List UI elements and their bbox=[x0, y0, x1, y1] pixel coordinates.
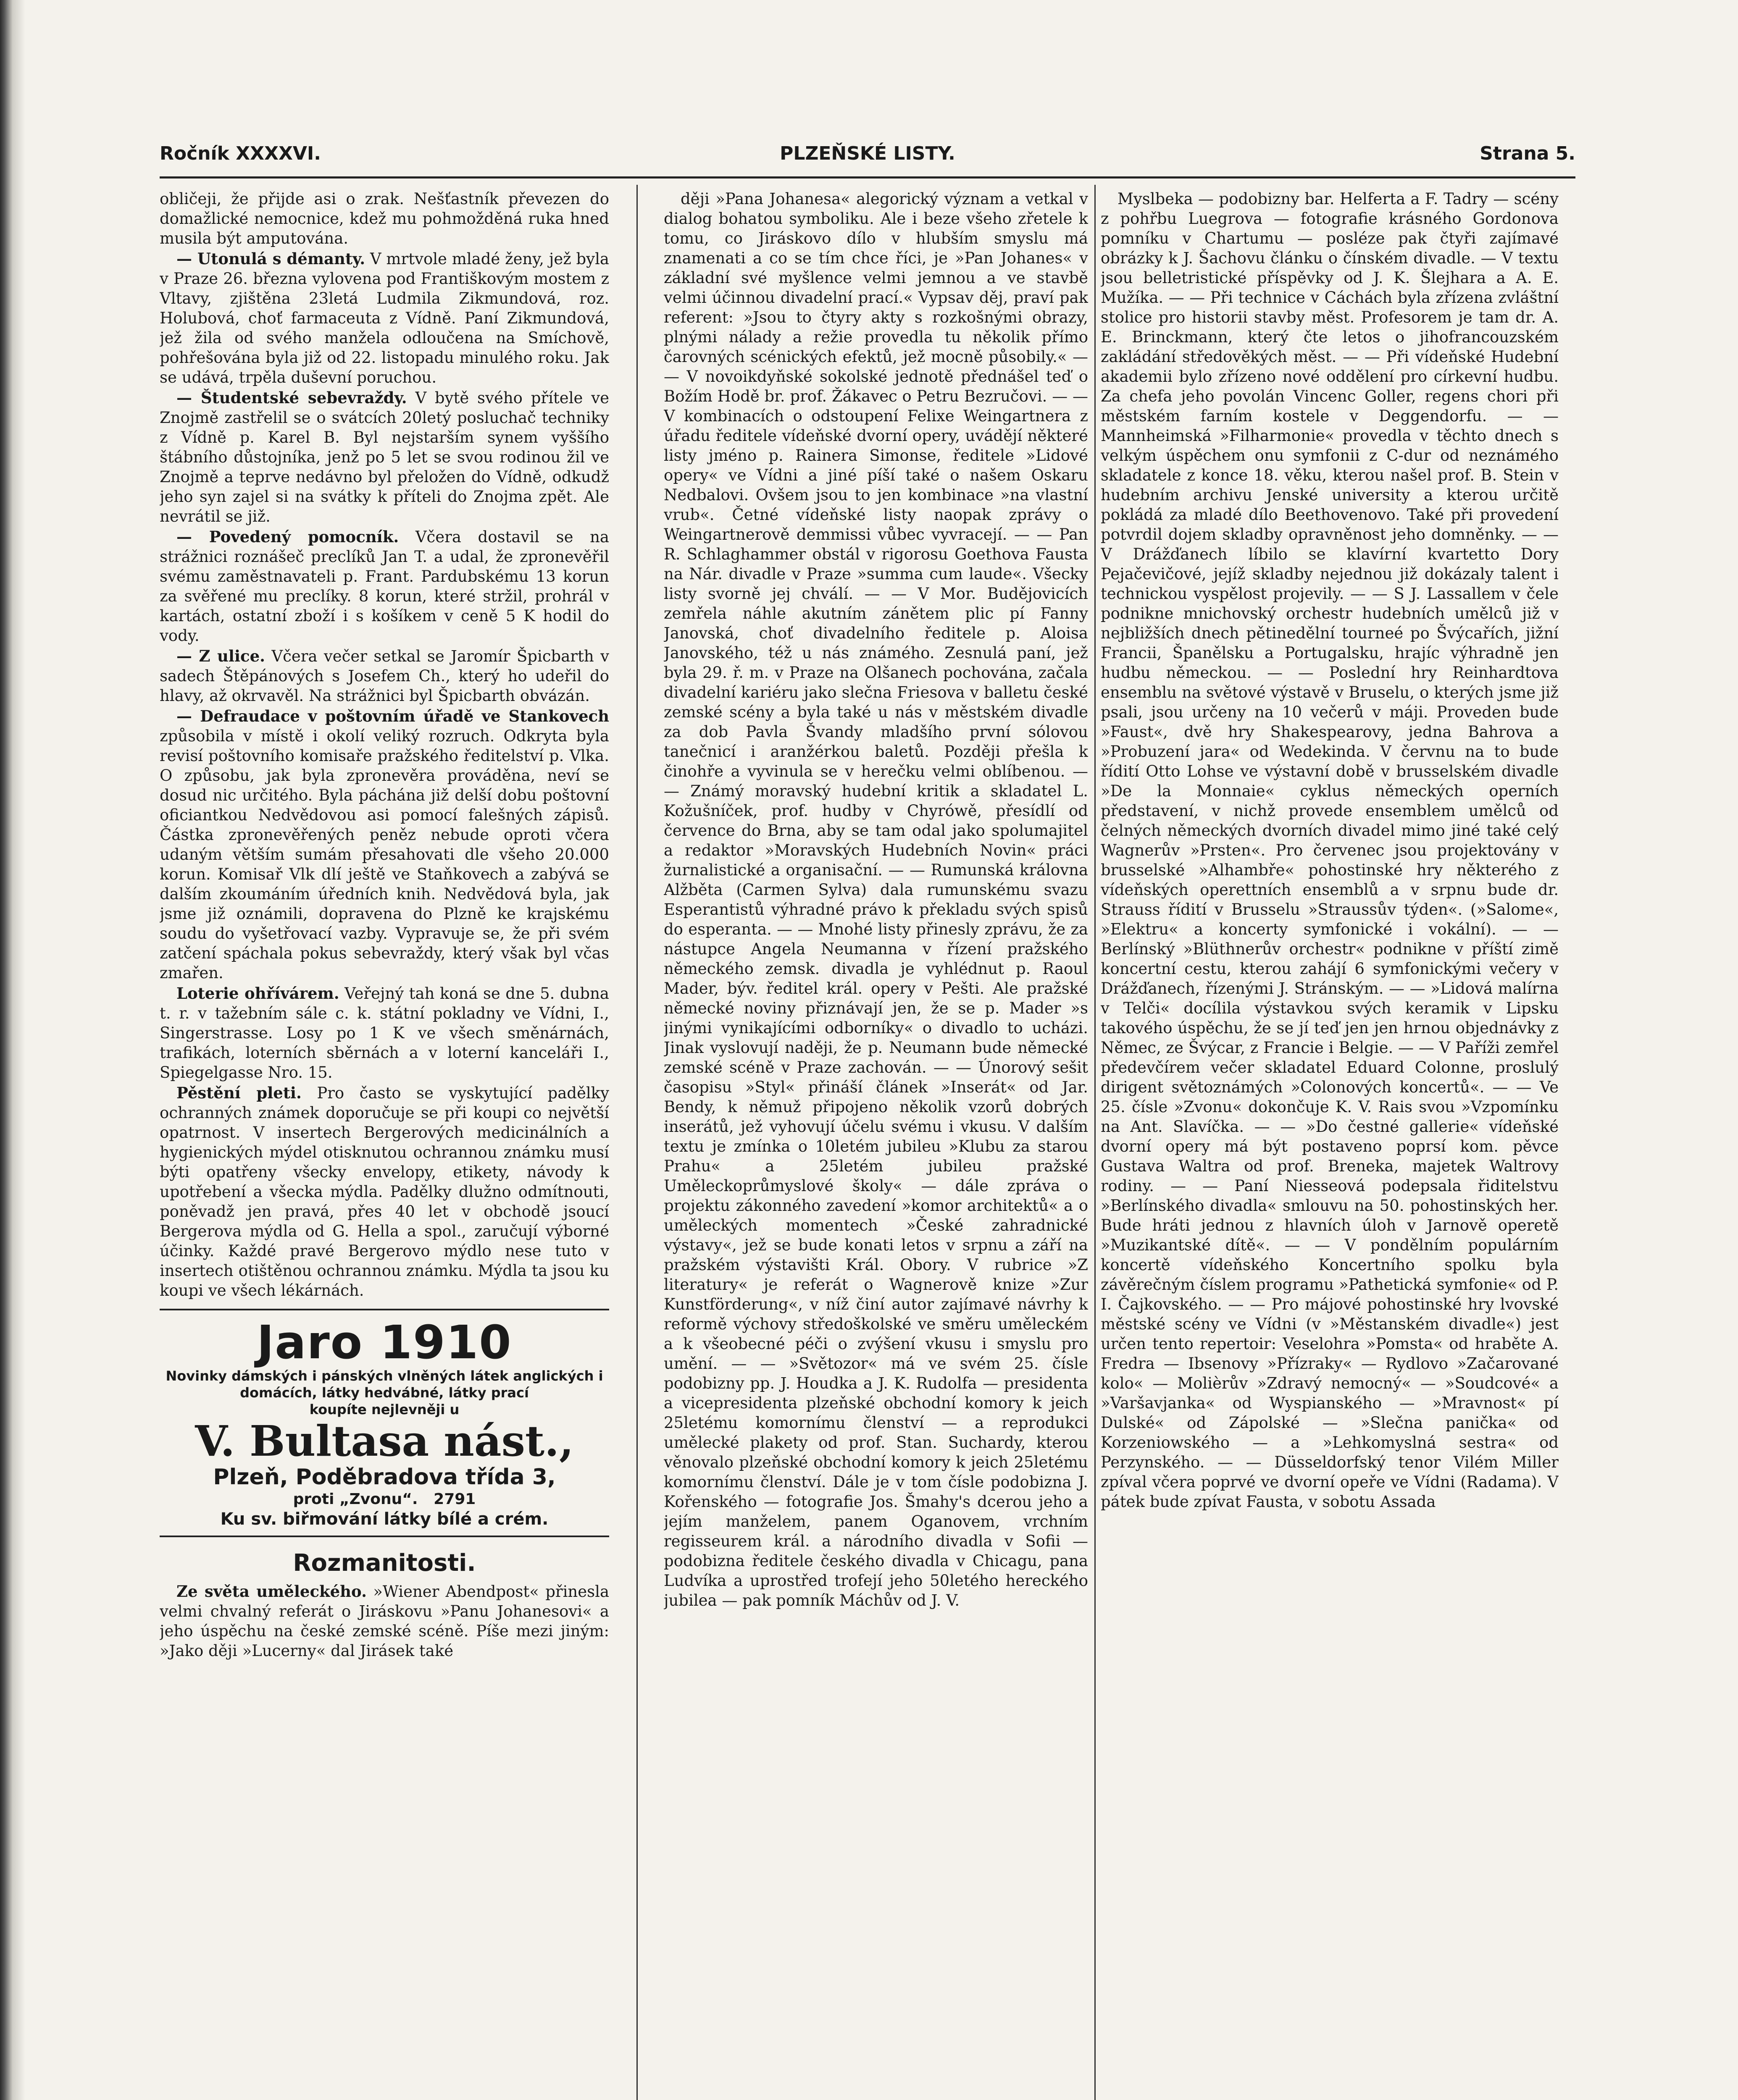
article-paragraph bbox=[160, 706, 609, 983]
ad-address-note bbox=[160, 1490, 609, 1509]
page-header bbox=[160, 143, 1575, 172]
article-paragraph bbox=[664, 189, 1088, 1610]
news-items bbox=[664, 189, 1088, 1610]
article-paragraph bbox=[160, 1582, 609, 1661]
article-text: Včera dostavil se na strážnici roznášeč preclíků Jan T. a udal, že zpronevěřil svému zaměstnavateli p. Frant. Pardubskému 13 korun za svěřené mu preclíky. 8 korun, které stržil, prohrál v kartách, ostatní zboží i s košíkem v ceně 5 K hodil do vody. bbox=[160, 528, 609, 645]
article-text: způsobila v místě i okolí veliký rozruch. Odkryta byla revisí poštovního komisaře pražského ředitelství p. Vlka. O způsobu, jak byla zpronevěra prováděna, neví se dosud nic určitého. Byla páchána již delší dobu poštovní oficiantkou Nedvědovou asi pomocí falešných zápisů. Částka zpronevěřených peněz nebude oproti včera udaným větším sumám přesahovati dle všeho 20.000 korun. Komisař Vlk dlí ještě ve Staňkovech a zabývá se dalším zkoumáním úředních knih. Nedvědová byla, jak jsme již oznámili, dopravena do Plzně ke krajskému soudu do vyšetřovací vazby. Vypravuje se, že při svém zatčení spáchala pokus sebevraždy, který však byl včas zmařen. bbox=[160, 727, 609, 982]
article-title: — Z ulice. bbox=[176, 647, 265, 665]
article-text: Včera večer setkal se Jaromír Špicbarth v sadech Štěpánových s Josefem Ch., který ho udeřil do hlavy, až okrvavěl. Na strážnici byl Špicbarth obvázán. bbox=[160, 647, 609, 705]
column-divider bbox=[1094, 185, 1096, 2100]
article-paragraph bbox=[160, 388, 609, 526]
ad-merchant-name: V. Bultasa nást., bbox=[195, 1416, 574, 1466]
section-title: Rozmanitosti. bbox=[293, 1549, 476, 1577]
article-title: — Študentské sebevraždy. bbox=[176, 388, 407, 407]
header-rule bbox=[160, 176, 1575, 178]
ad-text: koupíte nejlevněji u bbox=[309, 1402, 460, 1418]
article-title: — Povedený pomocník. bbox=[176, 528, 399, 546]
article-text: obličeji, že přijde asi o zrak. Nešťastník převezen do domažlické nemocnice, kdež mu pohmožděná ruka hned musila být amputována. bbox=[160, 190, 609, 247]
ad-code: 2791 bbox=[434, 1491, 476, 1508]
column-divider bbox=[636, 185, 638, 2100]
news-items bbox=[1101, 189, 1559, 1512]
page-number: Strana 5. bbox=[1480, 143, 1575, 164]
article-title: — Utonulá s démanty. bbox=[176, 249, 365, 268]
article-paragraph bbox=[1101, 189, 1559, 1512]
column-left bbox=[160, 189, 609, 2100]
ad-landmark: proti „Zvonu“. bbox=[293, 1491, 418, 1508]
article-paragraph bbox=[160, 249, 609, 387]
article-paragraph bbox=[160, 984, 609, 1082]
article-text: »Wiener Abendpost« přinesla velmi chvalný referát o Jiráskovu »Panu Johanesovi« a jeho úspěchu na české zemské scéně. Píše mezi jiným: »Jako ději »Lucerny« dal Jirásek také bbox=[160, 1583, 609, 1660]
ad-address: Plzeň, Poděbradova třída 3, bbox=[213, 1465, 556, 1490]
article-title: Loterie ohřívárem. bbox=[176, 984, 339, 1003]
newspaper-title: PLZEŇSKÉ LISTY. bbox=[780, 143, 955, 164]
article-text: ději »Pana Johanesa« alegorický význam a vetkal v dialog bohatou symboliku. Ale i beze všeho zřetele k tomu, co Jiráskovo dílo v hlubším smyslu má znamenati a co se tím chce říci, je »Pan Johanes« v základní své myšlence velmi jemnou a ve stavbě velmi účinnou divadelní prací.« Vypsav děj, praví pak referent: »Jsou to čtyry akty s rozkošnými obrazy, plnými nálady a režie provedla tu několik přímo čarovných scénických efektů, jež mocně působily.« — — V novoikdyňské sokolské jednotě přednášel teď o Božím Hodě br. prof. Žákavec o Petru Bezručovi. — — V kombinacích o odstoupení Felixe Weingartnera z úřadu ředitele vídeňské dvorní opery, uvádějí některé listy jméno p. Rainera Simonse, ředitele »Lidové opery« ve Vídni a jiné píší také o našem Oskaru Nedbalovi. Ovšem jsou to jen kombinace »na vlastní vrub«. Četné vídeňské listy naopak zprávy o Weingartnerově demmissi vůbec vyvracejí. — — Pan R. Schlaghammer obstál v rigorosu Goethova Fausta na Nár. divadle v Praze »summa cum laude«. Všecky listy svorně jej chválí. — — V Mor. Budějovicích zemřela náhle akutním zánětem plic pí Fanny Janovská, choť divadelního ředitele p. Aloisa Janovského, též u nás známého. Zesnulá paní, jež byla 29. ř. m. v Praze na Olšanech pochována, začala divadelní kariéru jako slečna Friesova v balletu české zemské scény a byla také u nás v městském divadle za dob Pavla Švandy mladšího první sólovou tanečnicí i aranžérkou baletů. Později přešla k činohře a vyvinula se v herečku velmi oblíbenou. — — Známý moravský hudební kritik a skladatel L. Kožušníček, prof. hudby v Chyrówě, přesídlí od července do Brna, aby se tam odal jako spolumajitel a redaktor »Moravských Hudebních Novin« práci žurnalistické a organisační. — — Rumunská královna Alžběta (Carmen Sylva) dala rumunskému svazu Esperantistů výhradné právo k překladu svých spisů do esperanta. — — Mnohé listy přinesly zprávu, že za nástupce Angela Neumanna v řízení pražského německého zemsk. divadla je vyhlédnut p. Raoul Mader, býv. ředitel král. opery v Pešti. Ale pražské německé noviny přiznávají jen, že se p. Mader »s jinými vynikajícími odborníky« o divadlo to ucházi. Jinak vyslovují naději, že p. Neumann bude německé zemské scéně v Praze zachován. — — Únorový sešit časopisu »Styl« přináší článek »Inserát« od Jar. Bendy, k němuž připojeno několik vzorů dobrých inserátů, jež vyhovují účelu svému i vkusu. V dalším textu je zmínka o 10letém jubileu »Klubu za starou Prahu« a 25letém jubileu pražské Uměleckoprůmyslové školy« — dále zpráva o projektu zákonného zavedení »komor architektů« a o uměleckých momentech »České zahradnické výstavy«, jež se bude konati letos v srpnu a září na pražském výstavišti Král. Obory. V rubrice »Z literatury« je referát o Wagnerově knize »Zur Kunstförderung«, v níž činí autor zajímavé návrhy k reformě výchovy středoškolské ve směru uměleckém a k všeobecné péči o zvýšení vkusu i smyslu pro umění. — — »Světozor« má ve svém 25. čísle podobizny pp. J. Houdka a J. K. Rudolfa — presidenta a vicepresidenta plzeňské obchodní komory k jeich 25letému komornímu členství — a reprodukci umělecké plakety od prof. Stan. Suchardy, kterou věnovalo plzeňské obchodní komory k jeich 25letému komornímu členství. Dále je v tom čísle podobizna J. Kořenského — fotografie Jos. Šmahy's dcerou jeho a jejím manželem, panem Oganovem, vrchním regisseurem král. a národního divadla v Sofii — podobizna ředitele českého divadla v Chicagu, pana Ludvíka a uprostřed trofejí jeho 50letého hereckého jubilea — pak pomník Máchův od J. V. bbox=[664, 190, 1088, 1609]
volume-label: Ročník XXXXVI. bbox=[160, 143, 321, 164]
article-text: Pro často se vyskytující padělky ochranných známek doporučuje se při koupi co největší opatrnost. V insertech Bergerových medicinálních a hygienických mýdel otisknutou ochrannou známku musí býti opatřeny všecky envelopy, etikety, návody k upotřebení a všecka mýdla. Padělky dlužno odmítnouti, poněvadž jen pravá, přes 40 let v obchodě jsoucí Bergerova mýdla od G. Hella a spol., zaručují výborné účinky. Každé pravé Bergerovo mýdlo nese tuto v insertech otištěnou ochrannou známku. Mýdla ta jsou ku koupi ve všech lékárnách. bbox=[160, 1084, 609, 1299]
article-paragraph bbox=[160, 646, 609, 706]
ad-headline: Jaro 1910 bbox=[257, 1315, 512, 1369]
news-items bbox=[160, 1582, 609, 1661]
column-middle bbox=[664, 189, 1088, 2100]
article-title: — Defraudace v poštovním úřadě ve Stankovech bbox=[176, 707, 609, 725]
news-items bbox=[160, 189, 609, 1300]
article-title: Pěstění pleti. bbox=[176, 1084, 302, 1102]
article-paragraph bbox=[160, 1083, 609, 1300]
article-text: V bytě svého přítele ve Znojmě zastřelil se o svátcích 20letý posluchač techniky z Vídně p. Karel B. Byl nejstarším synem vyššího štábního důstojníka, jenž po 5 let se svou rodinou žil ve Znojmě a teprve nedávno byl přeložen do Vídně, odkudž jeho syn zajel si na svátky k příteli do Znojma zpět. Ale nevrátil se již. bbox=[160, 389, 609, 525]
article-text: Myslbeka — podobizny bar. Helferta a F. Tadry — scény z pohřbu Luegrova — fotografie krásného Gordonova pomníku v Chartumu — posléze pak čtyři zajímavé obrázky k J. Šachovu článku o čínském divadle. — V textu jsou belletristické příspěvky od J. K. Šlejhara a A. E. Mužíka. — — Při technice v Cáchách byla zřízena zvláštní stolice pro historii stavby měst. Profesorem je tam dr. A. E. Brinckmann, který čte letos o jihofrancouzském zakládání středověkých měst. — — Při vídeňské Hudební akademii bylo zřízeno nové oddělení pro církevní hudbu. Za chefa jeho povolán Vincenc Goller, regens chori při městském farním kostele v Deggendorfu. — — Mannheimská »Filharmonie« provedla v těchto dnech s velkým úspěchem onu symfonii z C-dur od neznámého skladatele z konce 18. věku, kterou našel prof. B. Stein v hudebním archivu Jenské university a kterou určitě pokládá za mladé dílo Beethovenovo. Také při provedení potvrdil dojem skladby opravněnost jeho domněnky. — — V Drážďanech líbilo se klavírní kvartetto Dory Pejačevičové, jejíž skladby nejednou již dokázaly talent i technickou vyspělost projevily. — — S J. Lassallem v čele podnikne mnichovský orchestr hudebních umělců již v nejbližších dnech pětinedělní tourneé po Švýcařích, jižní Francii, Španělsku a Portugalsku, hrajíc výhradně jen hudbu německou. — — Poslední hry Reinhardtova ensemblu na světové výstavě v Bruselu, o kterých jsme již psali, jsou určeny na 10 večerů v máji. Proveden bude »Faust«, dvě hry Shakespearovy, jedna Bahrova a »Probuzení jara« od Wedekinda. V červnu na to bude řídití Otto Lohse ve výstavní době v brusselském divadle »De la Monnaie« cyklus německých operních představení, v nichž provede ensemblem umělců od čelných německých dvorních divadel mimo jiné také celý Wagnerův »Prsten«. Pro červenec jsou projektovány v brusselské »Alhambře« pohostinské hry některého z vídeňských operettních ensemblů a v srpnu bude dr. Strauss řídití v Brusselu »Straussův týden«. (»Salome«, »Elektru« a koncerty symfonické i vokální). — — Berlínský »Blüthnerův orchestr« podnikne v příští zimě koncertní cestu, kterou zahájí 6 symfonickými večery v Drážďanech, řízenými J. Stránským. — — »Lidová malírna v Telči« docílila výstavkou svých keramik v Lipsku takového úspěchu, že se jí teď jen jen hrnou objednávky z Němec, ze Švýcar, z Francie i Belgie. — — V Paříži zemřel předevčírem večer skladatel Eduard Colonne, proslulý dirigent světoznámých »Colonových koncertů«. — — Ve 25. čísle »Zvonu« dokončuje K. V. Rais svou »Vzpomínku na Ant. Slavíčka. — — »Do čestné gallerie« vídeňské dvorní opery má být postaveno poprsí kom. pěvce Gustava Waltra od prof. Breneka, majetek Waltrovy rodiny. — — Paní Niesseová podepsala řiditelstvu »Berlínského divadla« smlouvu na 50. pohostinských her. Bude hráti jednou z hlavních úloh v Jarnově operetě »Muzikantské dítě«. — — V pondělním populárním koncertě vídeňského Koncertního spolku byla závěrečným číslem programu »Pathetická symfonie« od P. I. Čajkovského. — — Pro májové pohostinské hry lvovské městské scény ve Vídni (v »Městanském divadle«) jest určen tento repertoir: Veselohra »Pomsta« od hraběte A. Fredra — Ibsenovy »Přízraky« — Rydlovo »Začarované kolo« — Molièrův »Zdravý nemocný« — »Soudcové« a »Varšavjanka« od Wyspianského — »Mravnost« pí Dulské« od Zápolské — »Slečna panička« od Korzeniowského — a »Lehkomyslná sestra« od Perzynského. — — Düsseldorfský tenor Vilém Miller zpíval včera poprvé ve dvorní opeře ve Vídni (Radama). V pátek bude zpívat Fausta, v sobotu Assada bbox=[1101, 190, 1559, 1511]
article-paragraph bbox=[160, 527, 609, 646]
article-text: Veřejný tah koná se dne 5. dubna t. r. v tažebním sále c. k. státní pokladny ve Vídni, I., Singerstrasse. Losy po 1 K ve všech směnárnách, trafikách, loterních sběrnách a v loterní kanceláři I., Spiegelgasse Nro. 15. bbox=[160, 984, 609, 1082]
page-binding-edge bbox=[0, 0, 25, 2100]
article-text: V mrtvole mladé ženy, jež byla v Praze 26. března vylovena pod Františkovým mostem z Vltavy, zjištěna 23letá Ludmila Zikmundová, roz. Holubová, choť farmaceuta z Vídně. Paní Zikmundová, jež žila od svého manžela odloučena na Smíchově, pohřešována byla již od 22. listopadu minulého roku. Jak se udává, trpěla duševní poruchou. bbox=[160, 250, 609, 386]
ad-text: Novinky dámských i pánských vlněných látek anglických i domácích, látky hedvábné, látky prací bbox=[166, 1368, 603, 1401]
column-right bbox=[1101, 189, 1559, 2100]
advertisement bbox=[160, 1309, 609, 1537]
article-paragraph bbox=[160, 189, 609, 248]
article-title: Ze světa uměleckého. bbox=[176, 1582, 367, 1601]
ad-closing: Ku sv. biřmování látky bílé a crém. bbox=[160, 1509, 609, 1537]
